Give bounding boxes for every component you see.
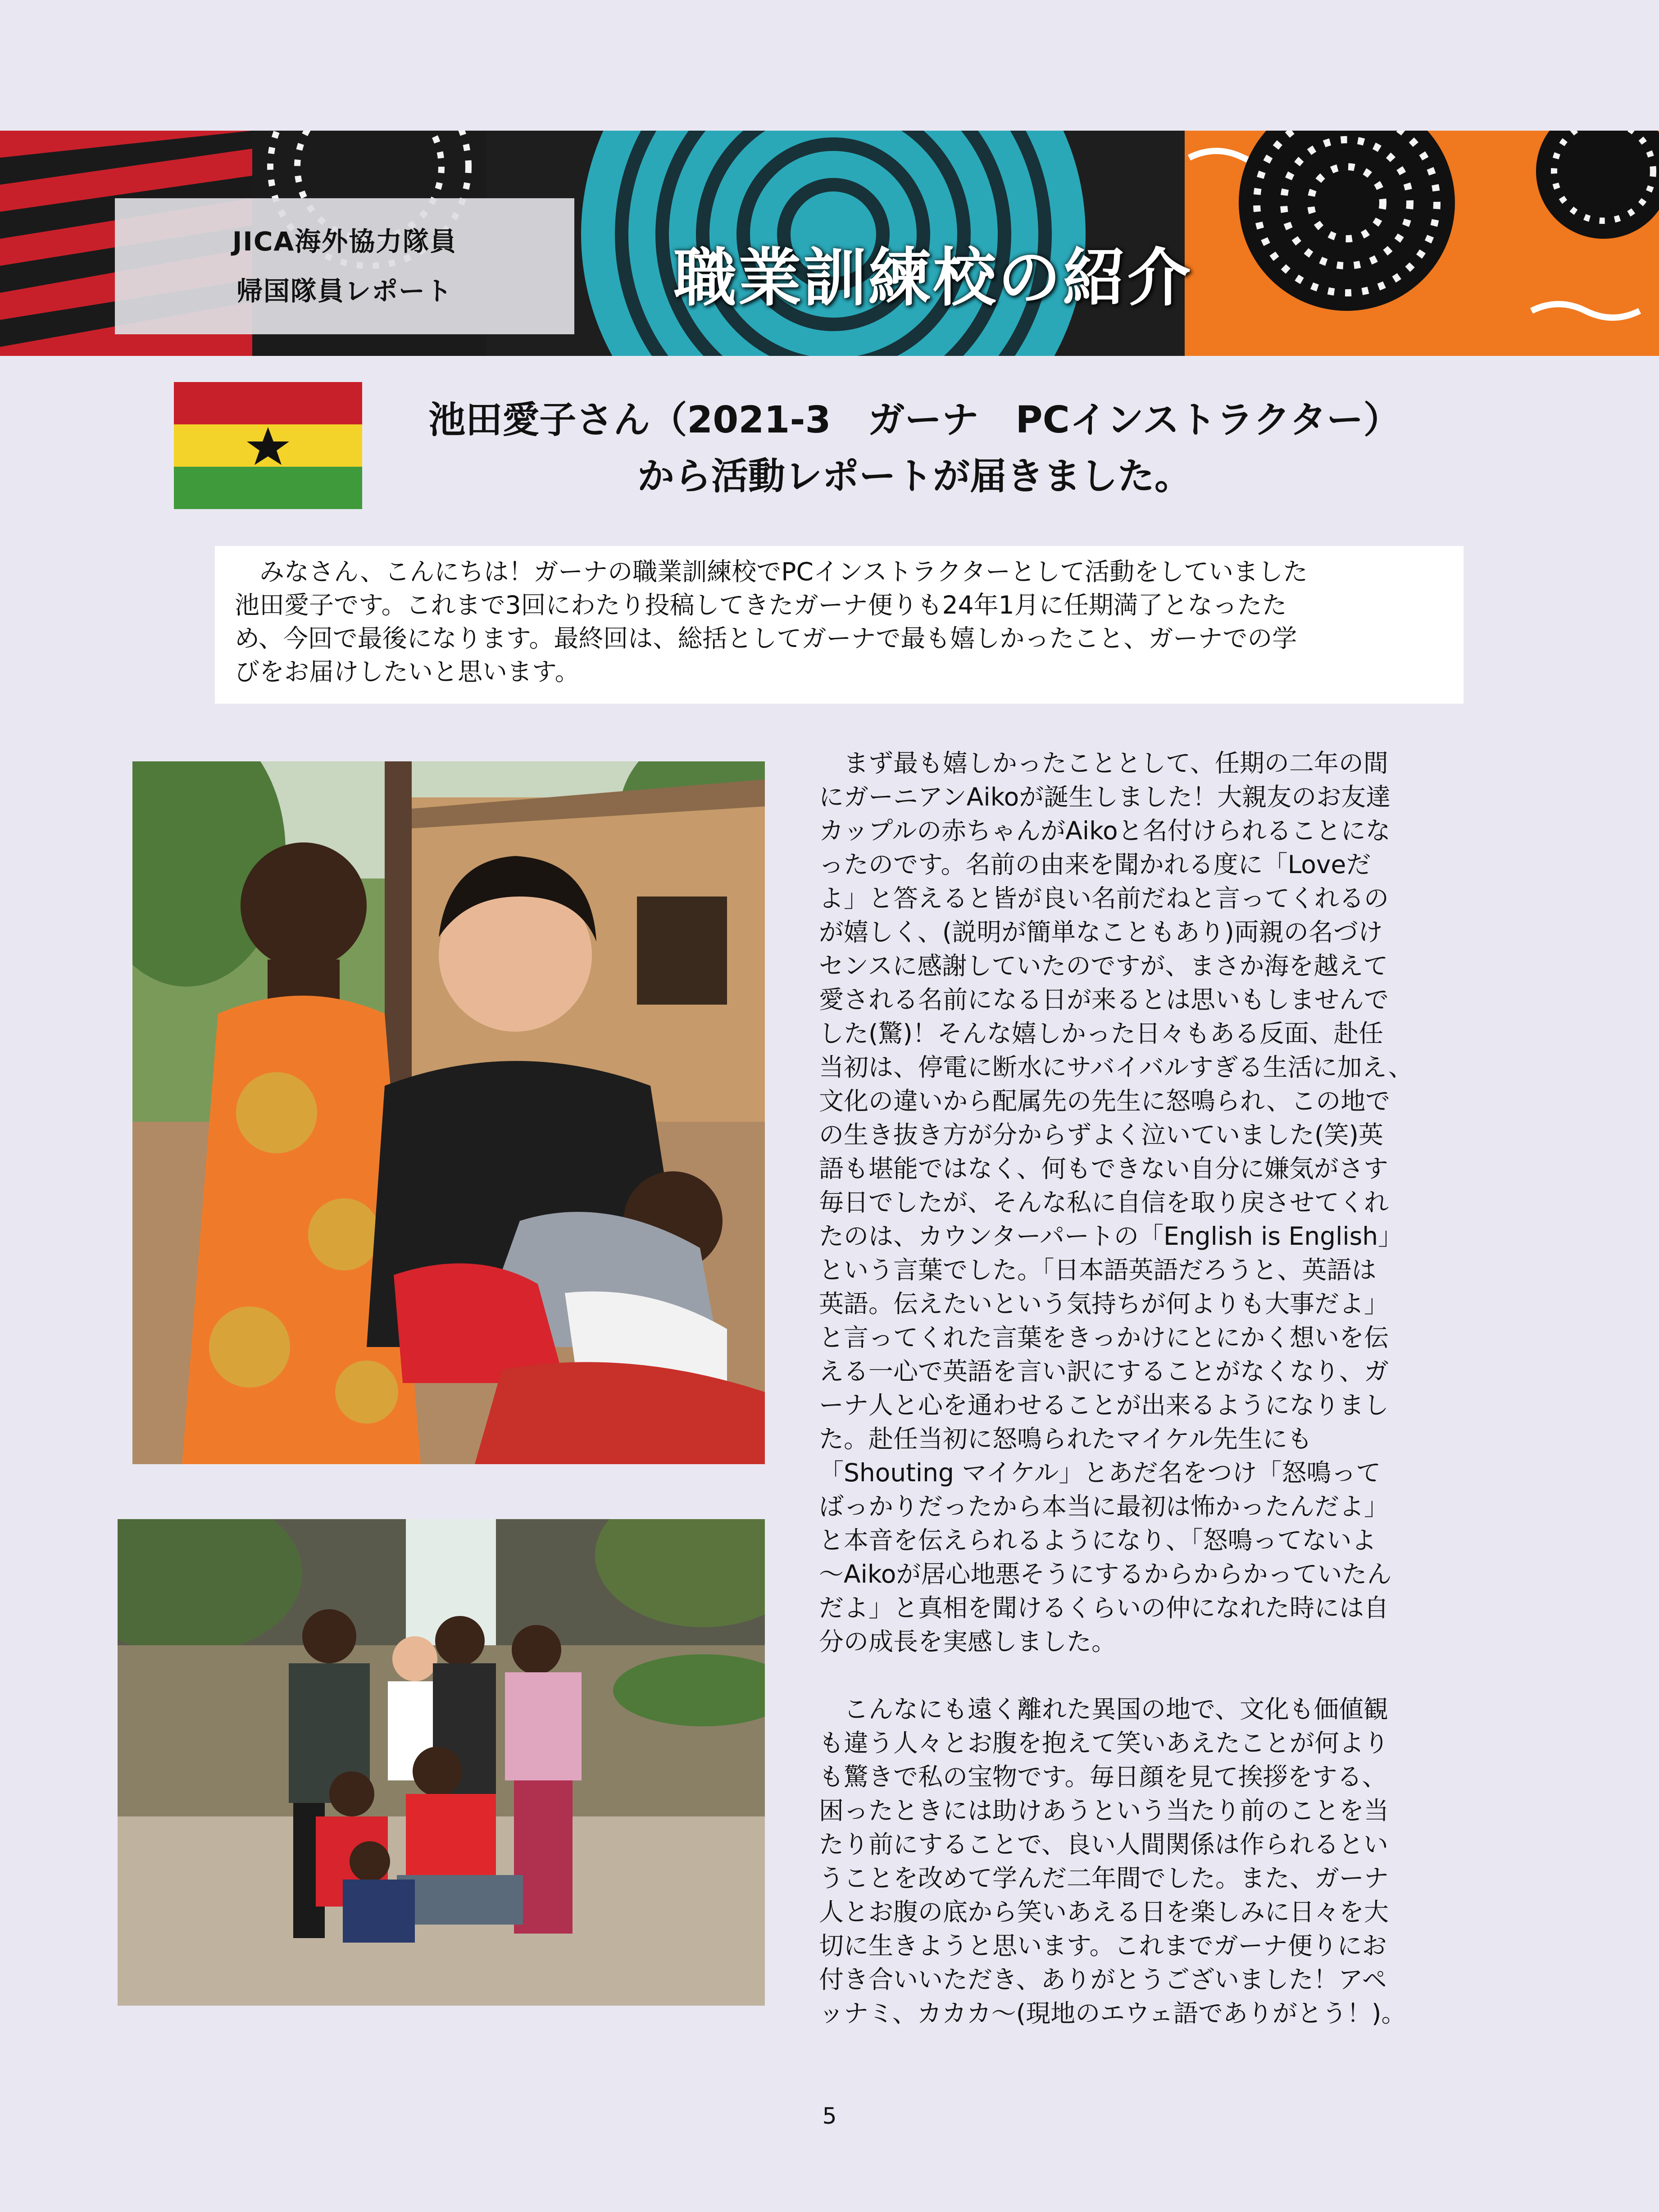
body-line: ーナ人と心を通わせることが出来るようになりまし (819, 1391, 1389, 1420)
photo-volunteer-with-children (132, 761, 765, 1464)
body-line: センスに感謝していたのですが、まさか海を越えて (819, 951, 1388, 980)
body-line: と本音を伝えられるようになり、「怒鳴ってないよ (819, 1526, 1377, 1555)
body-line: た。赴任当初に怒鳴られたマイケル先生にも (819, 1425, 1313, 1453)
paragraph-gap (819, 1659, 1486, 1693)
body-line: にガーニアンAikoが誕生しました！大親友のお友達 (819, 783, 1391, 811)
body-line: 分の成長を実感しました。 (819, 1627, 1117, 1656)
body-line: たり前にすることで、良い人間関係は作られるとい (819, 1830, 1388, 1859)
body-line: 愛される名前になる日が来るとは思いもしませんで (819, 985, 1389, 1014)
paragraph-2 (819, 1693, 1486, 2030)
body-line: ったのです。名前の由来を聞かれる度に「Loveだ (819, 850, 1371, 879)
series-label-box (115, 198, 574, 334)
body-line: 文化の違いから配属先の先生に怒鳴られ、この地で (819, 1087, 1391, 1115)
body-line: という言葉でした。「日本語英語だろうと、英語は (819, 1256, 1377, 1284)
intro-box (215, 546, 1464, 704)
ghana-flag-icon (174, 382, 362, 509)
series-line-2: 帰国隊員レポート (236, 276, 453, 306)
body-line: こんなにも遠く離れた異国の地で、文化も価値観 (819, 1695, 1388, 1724)
body-line: も違う人々とお腹を抱えて笑いあえたことが何より (819, 1729, 1389, 1757)
headline-line-2: から活動レポートが届きました。 (637, 455, 1191, 498)
body-line: 毎日でしたが、そんな私に自信を取り戻させてくれ (819, 1188, 1389, 1217)
body-line: ばっかりだったから本当に最初は怖かったんだよ」 (819, 1492, 1389, 1521)
body-line: カップルの赤ちゃんがAikoと名付けられることにな (819, 816, 1391, 845)
page-title: 職業訓練校の紹介 (673, 241, 1193, 315)
intro-line: びをお届けしたいと思います。 (235, 657, 580, 686)
body-line: が嬉しく、(説明が簡単なこともあり)両親の名づけ (819, 918, 1383, 947)
body-line: した(驚)！そんな嬉しかった日々もある反面、赴任 (819, 1019, 1383, 1048)
report-headline (396, 392, 1432, 505)
body-line: うことを改めて学んだ二年間でした。また、ガーナ (819, 1864, 1389, 1893)
body-line: の生き抜き方が分からずよく泣いていました(笑)英 (819, 1120, 1383, 1149)
body-line: ～Aikoが居心地悪そうにするからからかっていたん (819, 1560, 1392, 1588)
body-line: よ」と答えると皆が良い名前だねと言ってくれるの (819, 884, 1389, 913)
body-line: える一心で英語を言い訳にすることがなくなり、ガ (819, 1357, 1389, 1386)
body-line: だよ」と真相を聞けるくらいの仲になれた時には自 (819, 1593, 1389, 1622)
body-line: も驚きで私の宝物です。毎日顔を見て挨拶をする、 (819, 1762, 1387, 1791)
body-line: 語も堪能ではなく、何もできない自分に嫌気がさす (819, 1154, 1388, 1183)
body-line: 英語。伝えたいという気持ちが何よりも大事だよ」 (819, 1289, 1389, 1318)
body-line: 人とお腹の底から笑いあえる日を楽しみに日々を大 (819, 1898, 1389, 1926)
body-line: たのは、カウンターパートの「English is English」 (819, 1222, 1403, 1251)
series-line-1: JICA海外協力隊員 (232, 226, 457, 257)
body-line: と言ってくれた言葉をきっかけにとにかく想いを伝 (819, 1323, 1389, 1352)
intro-line: め、今回で最後になります。最終回は、総括としてガーナで最も嬉しかったこと、ガーナでの学 (235, 624, 1297, 653)
body-line: まず最も嬉しかったこととして、任期の二年の間 (819, 749, 1388, 778)
article-body (819, 746, 1486, 2030)
intro-line: 池田愛子です。これまで3回にわたり投稿してきたガーナ便りも24年1月に任期満了となったた (235, 591, 1287, 619)
body-line: 「Shouting マイケル」とあだ名をつけ「怒鳴って (819, 1458, 1381, 1487)
paragraph-1 (819, 746, 1486, 1659)
body-line: 付き合いいただき、ありがとうございました！アペ (819, 1965, 1387, 1994)
body-line: 困ったときには助けあうという当たり前のことを当 (819, 1796, 1389, 1825)
headline-line-1: 池田愛子さん（2021-3 ガーナ PCインストラクター） (428, 399, 1400, 441)
page-number: 5 (822, 2103, 837, 2129)
photo-group-at-waterfall (118, 1519, 765, 2006)
body-line: 切に生きようと思います。これまでガーナ便りにお (819, 1931, 1387, 1960)
intro-line: みなさん、こんにちは！ガーナの職業訓練校でPCインストラクターとして活動をしていました (235, 557, 1308, 586)
body-line: ッナミ、カカカ～(現地のエウェ語でありがとう！)。 (819, 1999, 1406, 2028)
body-line: 当初は、停電に断水にサバイバルすぎる生活に加え、 (819, 1053, 1413, 1082)
